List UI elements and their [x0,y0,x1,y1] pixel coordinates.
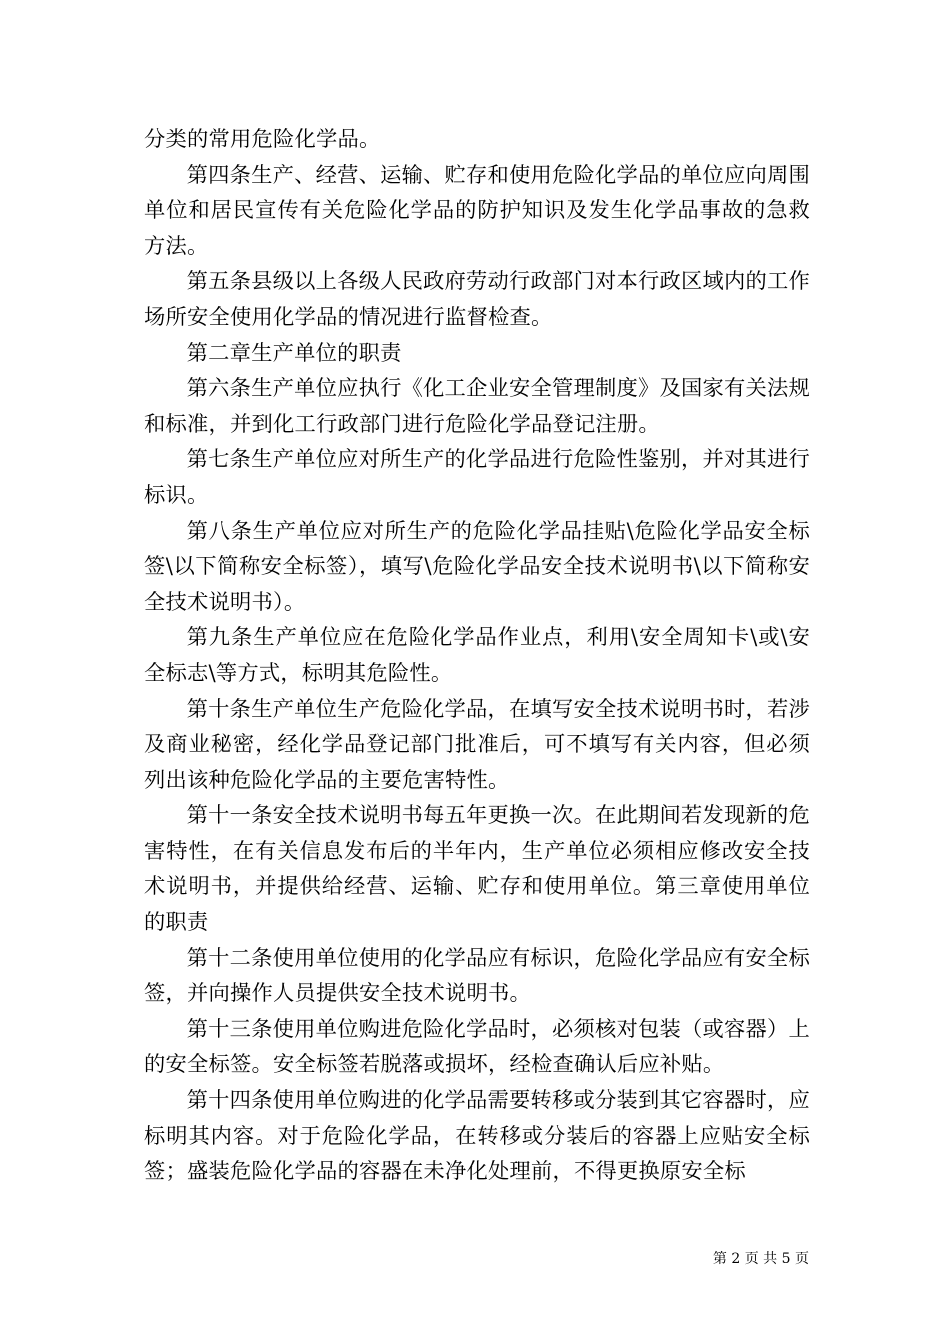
paragraph-article-10: 第十条生产单位生产危险化学品，在填写安全技术说明书时，若涉及商业秘密，经化学品登记部门批准后，可不填写有关内容，但必须列出该种危险化学品的主要危害特性。 [144,696,811,793]
paragraph-article-4: 第四条生产、经营、运输、贮存和使用危险化学品的单位应向周围单位和居民宣传有关危险化学品的防护知识及发生化学品事故的急救方法。 [144,162,811,259]
paragraph-1: 分类的常用危险化学品。 [144,127,381,152]
page-number: 第 2 页 共 5 页 [712,1251,809,1267]
paragraph-article-6: 第六条生产单位应执行《化工企业安全管理制度》及国家有关法规和标准，并到化工行政部门进行危险化学品登记注册。 [144,376,811,437]
paragraph-article-9: 第九条生产单位应在危险化学品作业点，利用\安全周知卡\或\安全标志\等方式，标明其危险性。 [144,625,810,686]
paragraph-article-7: 第七条生产单位应对所生产的化学品进行危险性鉴别，并对其进行标识。 [144,447,811,508]
paragraph-article-14: 第十四条使用单位购进的化学品需要转移或分装到其它容器时，应标明其内容。对于危险化学品，在转移或分装后的容器上应贴安全标签；盛装危险化学品的容器在未净化处理前，不得更换原安全标 [144,1088,811,1185]
paragraph-article-13: 第十三条使用单位购进危险化学品时，必须核对包装（或容器）上的安全标签。安全标签若脱落或损坏，经检查确认后应补贴。 [144,1016,811,1078]
paragraph-article-8: 第八条生产单位应对所生产的危险化学品挂贴\危险化学品安全标签\以下简称安全标签），填写\危险化学品安全技术说明书\以下简称安全技术说明书）。 [144,518,810,615]
document-body [144,122,810,1190]
paragraph-article-12: 第十二条使用单位使用的化学品应有标识，危险化学品应有安全标签，并向操作人员提供安全技术说明书。 [144,945,811,1007]
paragraph-article-5: 第五条县级以上各级人民政府劳动行政部门对本行政区域内的工作场所安全使用化学品的情况进行监督检查。 [144,269,811,330]
paragraph-article-11: 第十一条安全技术说明书每五年更换一次。在此期间若发现新的危害特性，在有关信息发布后的半年内，生产单位必须相应修改安全技术说明书，并提供给经营、运输、贮存和使用单位。第三章使用单位的职责 [144,803,811,936]
chapter-2-heading: 第二章生产单位的职责 [186,340,402,366]
